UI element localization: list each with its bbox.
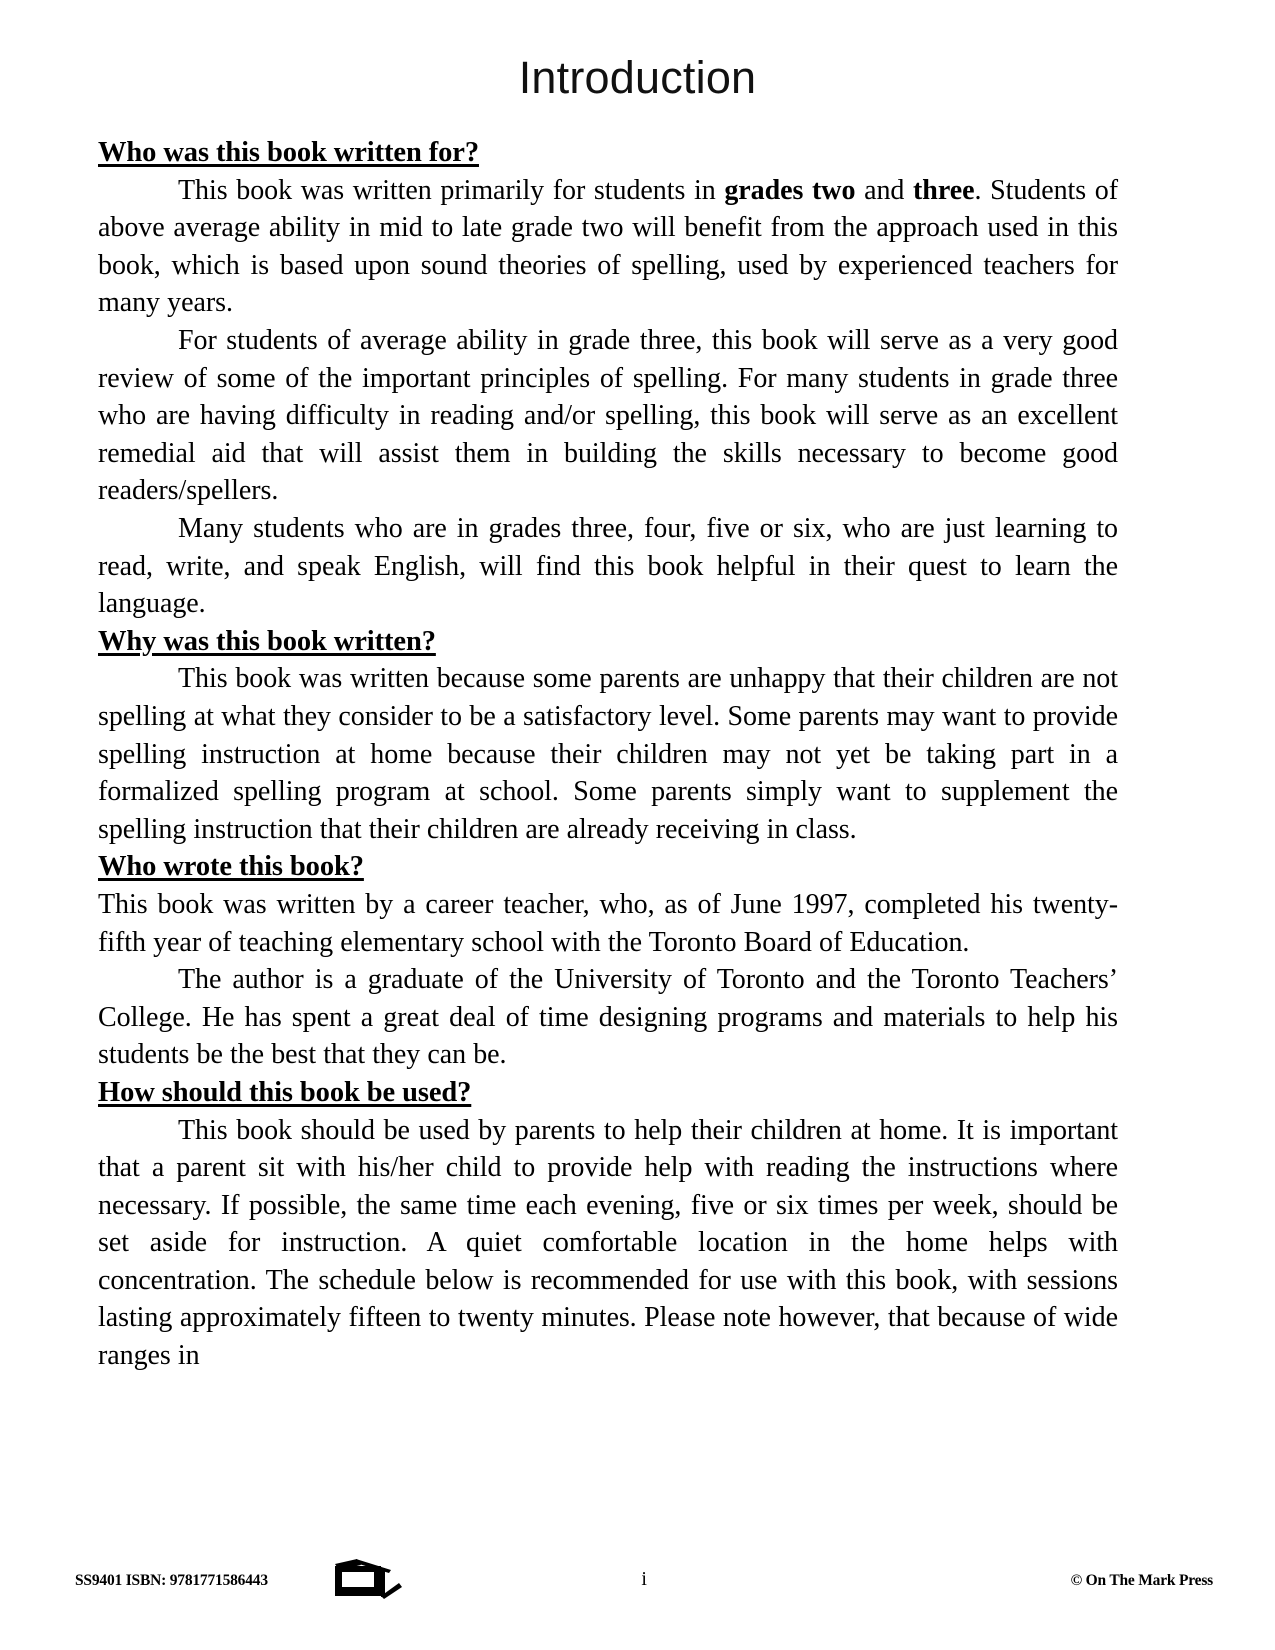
emphasis-text: three	[913, 174, 975, 206]
body-text: This book was written because some parents are unhappy that their children are not spelling at what they consider to be a satisfactory level. Some parents may want to provide spelling instruction at home because their children may not yet be taking part in a formalized spelling program at school. Some parents simply want to supplement the spelling instruction that their children are already receiving in class.	[98, 663, 1118, 845]
body-text: This book was written by a career teacher, who, as of June 1997, completed his twenty-fifth year of teaching elementary school with the Toronto Board of Education.	[98, 888, 1118, 958]
paragraph	[98, 886, 1118, 961]
body-text: For students of average ability in grade three, this book will serve as a very good review of some of the important principles of spelling. For many students in grade three who are having difficulty in reading and/or spelling, this book will serve as an excellent remedial aid that will assist them in building the skills necessary to become good readers/spellers.	[98, 324, 1118, 507]
paragraph	[98, 172, 1118, 322]
page-title: Introduction	[518, 52, 757, 103]
section-heading: Why was this book written?	[98, 625, 436, 657]
section-heading: Who wrote this book?	[98, 851, 364, 883]
body-text: . Students of above average ability in mid to late grade two will benefit from the approach used in this book, which is based upon sound theories of spelling, used by experienced teachers for many years.	[98, 174, 1119, 319]
section-heading: Who was this book written for?	[98, 137, 479, 168]
page-number: i	[641, 1568, 647, 1590]
paragraph	[98, 510, 1118, 623]
footer-publisher: © On The Mark Press	[1070, 1572, 1213, 1589]
section-heading: How should this book be used?	[98, 1076, 472, 1108]
body-text: and	[855, 174, 914, 206]
body-text: This book was written primarily for students in	[178, 174, 725, 206]
document-body	[98, 134, 1118, 1375]
body-text: This book should be used by parents to help their children at home. It is important that a parent sit with his/her child to provide help with reading the instructions where necessary. If possible, the same time each evening, five or six times per week, should be set aside for instruction. A quiet comfortable location in the home helps with concentration. The schedule below is recommended for use with this book, with sessions lasting approximately fifteen to twenty minutes. Please note however, that because of wide ranges in	[98, 1114, 1118, 1372]
page-footer	[75, 1560, 1213, 1600]
paragraph	[98, 660, 1118, 848]
paragraph	[98, 1112, 1118, 1375]
body-text: Many students who are in grades three, four, five or six, who are just learning to read, write, and speak English, will find this book helpful in their quest to learn the language.	[98, 512, 1118, 620]
emphasis-text: grades two	[724, 174, 856, 206]
footer-isbn: SS9401 ISBN: 9781771586443	[75, 1572, 268, 1589]
body-text: The author is a graduate of the University of Toronto and the Toronto Teachers’ College. He has spent a great deal of time designing programs and materials to help his students be the best that they can be.	[98, 964, 1118, 1071]
paragraph	[98, 322, 1118, 510]
paragraph	[98, 961, 1118, 1074]
